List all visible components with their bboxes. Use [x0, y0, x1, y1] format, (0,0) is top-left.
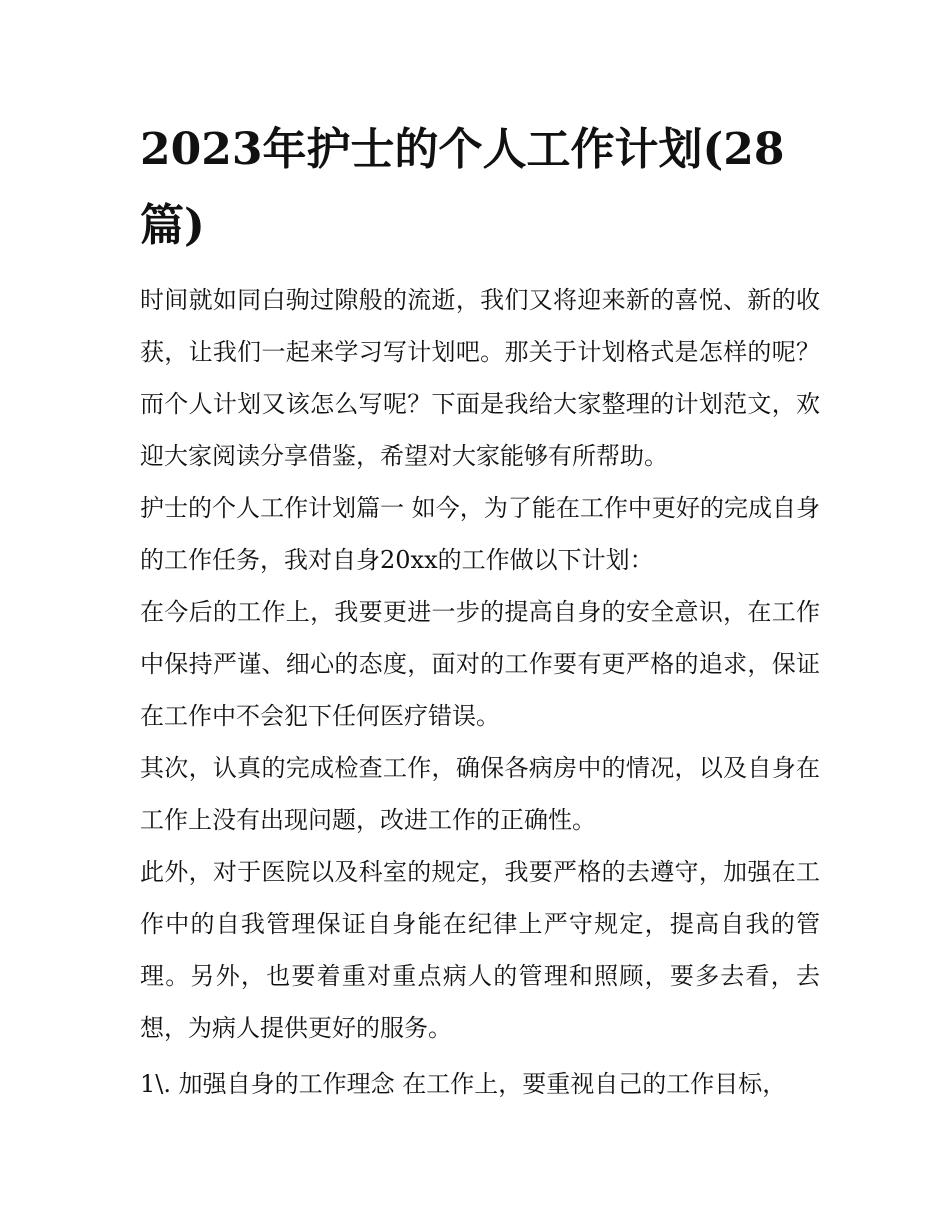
- plan-intro-paragraph: 护士的个人工作计划篇一 如今，为了能在工作中更好的完成自身的工作任务，我对自身20xx的工作做以下计划：: [140, 494, 820, 574]
- inspection-paragraph: 其次，认真的完成检查工作，确保各病房中的情况，以及自身在工作上没有出现问题，改进工作的正确性。: [140, 754, 820, 834]
- work-concept-paragraph: 1\. 加强自身的工作理念 在工作上，要重视自己的工作目标，: [140, 1070, 787, 1098]
- document-body: [140, 274, 820, 1110]
- intro-paragraph: 时间就如同白驹过隙般的流逝，我们又将迎来新的喜悦、新的收获，让我们一起来学习写计划吧。那关于计划格式是怎样的呢？而个人计划又该怎么写呢？下面是我给大家整理的计划范文，欢迎大家阅读分享借鉴，希望对大家能够有所帮助。: [140, 286, 820, 470]
- safety-paragraph: 在今后的工作上，我要更进一步的提高自身的安全意识，在工作中保持严谨、细心的态度，面对的工作要有更严格的追求，保证在工作中不会犯下任何医疗错误。: [140, 598, 820, 730]
- document-title: 2023年护士的个人工作计划(28篇): [140, 124, 785, 251]
- discipline-paragraph: 此外，对于医院以及科室的规定，我要严格的去遵守，加强在工作中的自我管理保证自身能在纪律上严守规定，提高自我的管理。另外，也要着重对重点病人的管理和照顾，要多去看，去想，为病人提供更好的服务。: [140, 858, 820, 1042]
